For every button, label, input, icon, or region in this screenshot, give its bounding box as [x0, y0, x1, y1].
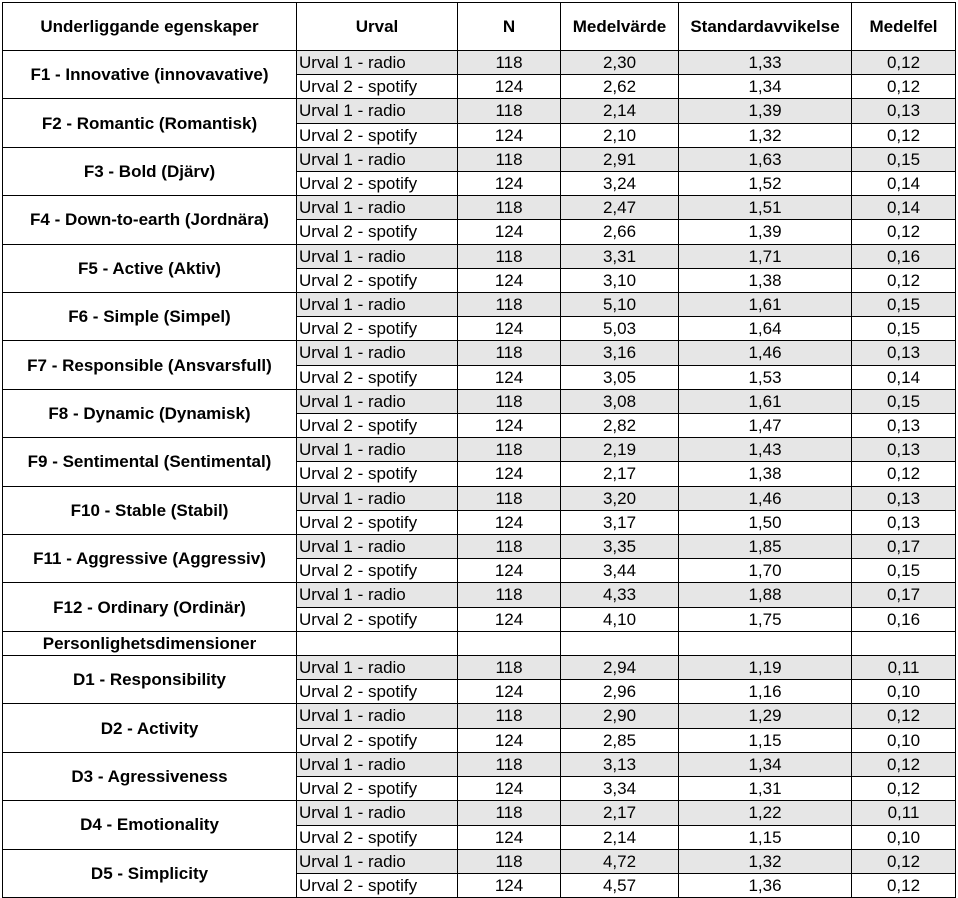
mean-cell: 2,96	[561, 680, 679, 704]
se-cell: 0,12	[852, 51, 956, 75]
n-cell: 124	[458, 873, 561, 897]
sd-cell: 1,39	[679, 99, 852, 123]
table-row	[3, 196, 956, 220]
property-label: F6 - Simple (Simpel)	[3, 293, 297, 341]
sample-cell: Urval 1 - radio	[297, 656, 458, 680]
mean-cell: 3,35	[561, 535, 679, 559]
empty-cell	[852, 631, 956, 655]
n-cell: 124	[458, 462, 561, 486]
empty-cell	[458, 631, 561, 655]
table-row	[3, 389, 956, 413]
empty-cell	[679, 631, 852, 655]
sd-cell: 1,46	[679, 341, 852, 365]
mean-cell: 4,57	[561, 873, 679, 897]
sample-cell: Urval 2 - spotify	[297, 75, 458, 99]
table-row	[3, 656, 956, 680]
sample-cell: Urval 1 - radio	[297, 752, 458, 776]
n-cell: 118	[458, 849, 561, 873]
sd-cell: 1,22	[679, 801, 852, 825]
mean-cell: 3,31	[561, 244, 679, 268]
property-label: D5 - Simplicity	[3, 849, 297, 897]
sd-cell: 1,70	[679, 559, 852, 583]
se-cell: 0,14	[852, 196, 956, 220]
table-row	[3, 583, 956, 607]
header-cell: Underliggande egenskaper	[3, 3, 297, 51]
sd-cell: 1,64	[679, 317, 852, 341]
mean-cell: 3,08	[561, 389, 679, 413]
n-cell: 118	[458, 535, 561, 559]
sample-cell: Urval 1 - radio	[297, 244, 458, 268]
se-cell: 0,12	[852, 873, 956, 897]
se-cell: 0,12	[852, 220, 956, 244]
se-cell: 0,16	[852, 607, 956, 631]
sd-cell: 1,15	[679, 728, 852, 752]
header-cell: Medelvärde	[561, 3, 679, 51]
n-cell: 118	[458, 583, 561, 607]
table-row	[3, 535, 956, 559]
mean-cell: 3,17	[561, 510, 679, 534]
mean-cell: 3,10	[561, 268, 679, 292]
n-cell: 118	[458, 196, 561, 220]
n-cell: 124	[458, 172, 561, 196]
sample-cell: Urval 2 - spotify	[297, 777, 458, 801]
se-cell: 0,13	[852, 486, 956, 510]
se-cell: 0,15	[852, 559, 956, 583]
se-cell: 0,16	[852, 244, 956, 268]
sample-cell: Urval 2 - spotify	[297, 123, 458, 147]
sample-cell: Urval 2 - spotify	[297, 220, 458, 244]
sample-cell: Urval 2 - spotify	[297, 172, 458, 196]
header-cell: Medelfel	[852, 3, 956, 51]
sample-cell: Urval 1 - radio	[297, 583, 458, 607]
se-cell: 0,10	[852, 680, 956, 704]
sd-cell: 1,61	[679, 389, 852, 413]
property-label: D4 - Emotionality	[3, 801, 297, 849]
sample-cell: Urval 1 - radio	[297, 438, 458, 462]
header-row	[3, 3, 956, 51]
property-label: F3 - Bold (Djärv)	[3, 147, 297, 195]
se-cell: 0,10	[852, 825, 956, 849]
sample-cell: Urval 2 - spotify	[297, 680, 458, 704]
n-cell: 124	[458, 559, 561, 583]
mean-cell: 3,44	[561, 559, 679, 583]
sd-cell: 1,85	[679, 535, 852, 559]
se-cell: 0,12	[852, 704, 956, 728]
n-cell: 124	[458, 414, 561, 438]
se-cell: 0,13	[852, 438, 956, 462]
section-label: Personlighetsdimensioner	[3, 631, 297, 655]
mean-cell: 2,91	[561, 147, 679, 171]
sample-cell: Urval 1 - radio	[297, 99, 458, 123]
n-cell: 118	[458, 51, 561, 75]
se-cell: 0,12	[852, 75, 956, 99]
sd-cell: 1,38	[679, 462, 852, 486]
sd-cell: 1,63	[679, 147, 852, 171]
se-cell: 0,12	[852, 777, 956, 801]
n-cell: 124	[458, 825, 561, 849]
sd-cell: 1,39	[679, 220, 852, 244]
n-cell: 118	[458, 801, 561, 825]
section-row	[3, 631, 956, 655]
se-cell: 0,17	[852, 535, 956, 559]
property-label: F7 - Responsible (Ansvarsfull)	[3, 341, 297, 389]
sd-cell: 1,75	[679, 607, 852, 631]
statistics-table	[2, 2, 956, 898]
se-cell: 0,13	[852, 510, 956, 534]
mean-cell: 2,14	[561, 99, 679, 123]
sd-cell: 1,32	[679, 849, 852, 873]
mean-cell: 2,14	[561, 825, 679, 849]
sd-cell: 1,29	[679, 704, 852, 728]
property-label: F8 - Dynamic (Dynamisk)	[3, 389, 297, 437]
property-label: F12 - Ordinary (Ordinär)	[3, 583, 297, 631]
n-cell: 118	[458, 438, 561, 462]
table-row	[3, 244, 956, 268]
property-label: F4 - Down-to-earth (Jordnära)	[3, 196, 297, 244]
sd-cell: 1,33	[679, 51, 852, 75]
property-label: F11 - Aggressive (Aggressiv)	[3, 535, 297, 583]
se-cell: 0,12	[852, 462, 956, 486]
table-row	[3, 849, 956, 873]
sample-cell: Urval 2 - spotify	[297, 510, 458, 534]
table-row	[3, 293, 956, 317]
sample-cell: Urval 1 - radio	[297, 147, 458, 171]
sample-cell: Urval 1 - radio	[297, 341, 458, 365]
mean-cell: 2,66	[561, 220, 679, 244]
mean-cell: 2,17	[561, 462, 679, 486]
mean-cell: 3,05	[561, 365, 679, 389]
sd-cell: 1,50	[679, 510, 852, 534]
n-cell: 124	[458, 510, 561, 534]
n-cell: 124	[458, 728, 561, 752]
se-cell: 0,15	[852, 317, 956, 341]
n-cell: 124	[458, 220, 561, 244]
mean-cell: 2,82	[561, 414, 679, 438]
se-cell: 0,17	[852, 583, 956, 607]
se-cell: 0,15	[852, 147, 956, 171]
se-cell: 0,13	[852, 341, 956, 365]
sd-cell: 1,32	[679, 123, 852, 147]
table-row	[3, 147, 956, 171]
property-label: D2 - Activity	[3, 704, 297, 752]
property-label: D1 - Responsibility	[3, 656, 297, 704]
mean-cell: 2,30	[561, 51, 679, 75]
mean-cell: 2,90	[561, 704, 679, 728]
table-row	[3, 801, 956, 825]
mean-cell: 2,17	[561, 801, 679, 825]
n-cell: 118	[458, 147, 561, 171]
sd-cell: 1,71	[679, 244, 852, 268]
mean-cell: 3,34	[561, 777, 679, 801]
mean-cell: 2,19	[561, 438, 679, 462]
se-cell: 0,12	[852, 123, 956, 147]
mean-cell: 3,16	[561, 341, 679, 365]
mean-cell: 4,72	[561, 849, 679, 873]
sample-cell: Urval 1 - radio	[297, 801, 458, 825]
n-cell: 118	[458, 341, 561, 365]
se-cell: 0,12	[852, 849, 956, 873]
sd-cell: 1,31	[679, 777, 852, 801]
sample-cell: Urval 2 - spotify	[297, 559, 458, 583]
property-label: F9 - Sentimental (Sentimental)	[3, 438, 297, 486]
property-label: F5 - Active (Aktiv)	[3, 244, 297, 292]
table-row	[3, 99, 956, 123]
n-cell: 118	[458, 293, 561, 317]
n-cell: 124	[458, 777, 561, 801]
table-row	[3, 486, 956, 510]
n-cell: 124	[458, 680, 561, 704]
n-cell: 124	[458, 607, 561, 631]
sample-cell: Urval 2 - spotify	[297, 414, 458, 438]
n-cell: 118	[458, 704, 561, 728]
mean-cell: 3,20	[561, 486, 679, 510]
se-cell: 0,15	[852, 293, 956, 317]
sample-cell: Urval 1 - radio	[297, 486, 458, 510]
empty-cell	[561, 631, 679, 655]
sample-cell: Urval 1 - radio	[297, 389, 458, 413]
se-cell: 0,15	[852, 389, 956, 413]
property-label: F2 - Romantic (Romantisk)	[3, 99, 297, 147]
se-cell: 0,12	[852, 268, 956, 292]
sample-cell: Urval 2 - spotify	[297, 268, 458, 292]
n-cell: 118	[458, 244, 561, 268]
sample-cell: Urval 1 - radio	[297, 293, 458, 317]
table-row	[3, 752, 956, 776]
header-cell: Standardavvikelse	[679, 3, 852, 51]
sample-cell: Urval 2 - spotify	[297, 365, 458, 389]
mean-cell: 4,33	[561, 583, 679, 607]
sd-cell: 1,15	[679, 825, 852, 849]
n-cell: 124	[458, 365, 561, 389]
n-cell: 118	[458, 389, 561, 413]
se-cell: 0,11	[852, 656, 956, 680]
header-cell: N	[458, 3, 561, 51]
n-cell: 118	[458, 752, 561, 776]
sd-cell: 1,16	[679, 680, 852, 704]
table-row	[3, 438, 956, 462]
sd-cell: 1,38	[679, 268, 852, 292]
sd-cell: 1,47	[679, 414, 852, 438]
se-cell: 0,13	[852, 99, 956, 123]
table-body	[3, 51, 956, 898]
se-cell: 0,11	[852, 801, 956, 825]
sample-cell: Urval 2 - spotify	[297, 607, 458, 631]
mean-cell: 5,03	[561, 317, 679, 341]
sd-cell: 1,53	[679, 365, 852, 389]
empty-cell	[297, 631, 458, 655]
sd-cell: 1,43	[679, 438, 852, 462]
n-cell: 118	[458, 656, 561, 680]
sample-cell: Urval 2 - spotify	[297, 728, 458, 752]
sd-cell: 1,46	[679, 486, 852, 510]
se-cell: 0,13	[852, 414, 956, 438]
table-row	[3, 341, 956, 365]
sample-cell: Urval 1 - radio	[297, 704, 458, 728]
sample-cell: Urval 2 - spotify	[297, 825, 458, 849]
table-row	[3, 704, 956, 728]
sample-cell: Urval 2 - spotify	[297, 873, 458, 897]
mean-cell: 2,62	[561, 75, 679, 99]
sample-cell: Urval 1 - radio	[297, 849, 458, 873]
sd-cell: 1,88	[679, 583, 852, 607]
mean-cell: 2,10	[561, 123, 679, 147]
sample-cell: Urval 2 - spotify	[297, 462, 458, 486]
table-row	[3, 51, 956, 75]
se-cell: 0,10	[852, 728, 956, 752]
se-cell: 0,14	[852, 365, 956, 389]
mean-cell: 2,94	[561, 656, 679, 680]
n-cell: 124	[458, 123, 561, 147]
mean-cell: 5,10	[561, 293, 679, 317]
n-cell: 124	[458, 317, 561, 341]
sd-cell: 1,19	[679, 656, 852, 680]
sample-cell: Urval 1 - radio	[297, 535, 458, 559]
header-cell: Urval	[297, 3, 458, 51]
n-cell: 118	[458, 486, 561, 510]
property-label: F10 - Stable (Stabil)	[3, 486, 297, 534]
property-label: F1 - Innovative (innovavative)	[3, 51, 297, 99]
n-cell: 118	[458, 99, 561, 123]
property-label: D3 - Agressiveness	[3, 752, 297, 800]
sample-cell: Urval 1 - radio	[297, 196, 458, 220]
mean-cell: 2,85	[561, 728, 679, 752]
sd-cell: 1,34	[679, 75, 852, 99]
mean-cell: 3,13	[561, 752, 679, 776]
mean-cell: 2,47	[561, 196, 679, 220]
se-cell: 0,14	[852, 172, 956, 196]
sd-cell: 1,52	[679, 172, 852, 196]
sd-cell: 1,36	[679, 873, 852, 897]
sd-cell: 1,51	[679, 196, 852, 220]
n-cell: 124	[458, 268, 561, 292]
sd-cell: 1,61	[679, 293, 852, 317]
sample-cell: Urval 1 - radio	[297, 51, 458, 75]
mean-cell: 4,10	[561, 607, 679, 631]
n-cell: 124	[458, 75, 561, 99]
sd-cell: 1,34	[679, 752, 852, 776]
se-cell: 0,12	[852, 752, 956, 776]
mean-cell: 3,24	[561, 172, 679, 196]
sample-cell: Urval 2 - spotify	[297, 317, 458, 341]
